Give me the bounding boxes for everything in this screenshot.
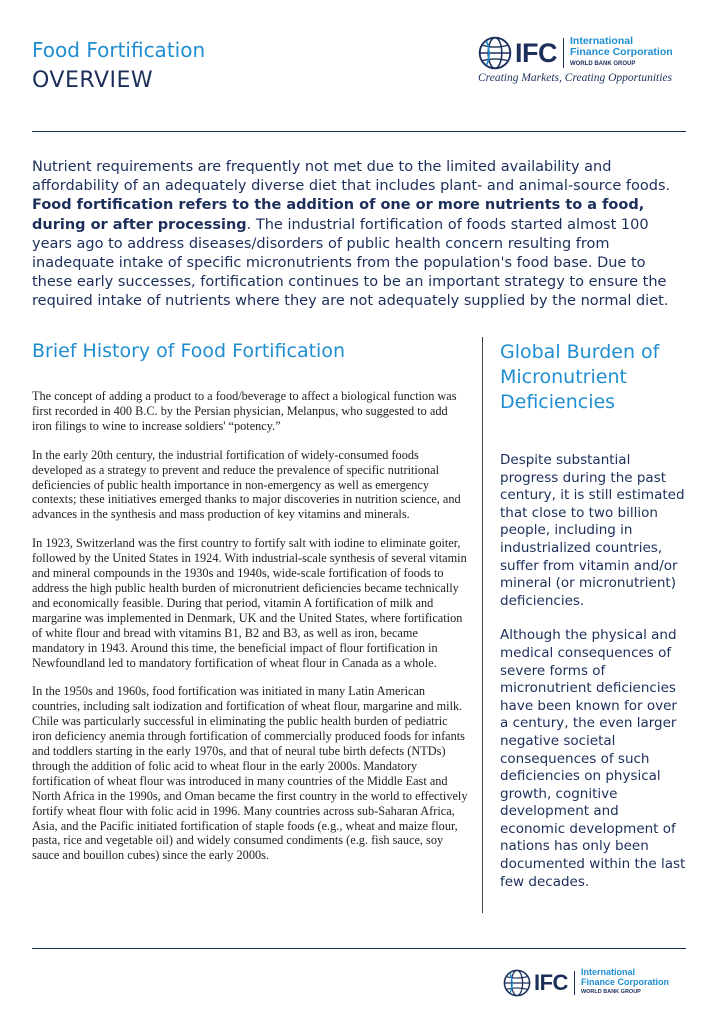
intro-definition: Food fortification refers to the addition of one or more nutrients to a food, during or after processing [32,197,645,233]
ifc-wordmark: IFC [534,969,568,995]
ifc-wordmark: IFC [515,37,557,68]
globe-icon [503,969,531,997]
burden-paragraph: Although the physical and medical consequences of severe forms of micronutrient deficiencies have been known for over a century, the even larger negative societal consequences of such deficiencies on physical growth, cognitive development and economic development of nations has only been documented within the last few decades. [500,627,686,890]
history-paragraph: The concept of adding a product to a food/beverage to affect a biological function was first recorded in 400 B.C. by the Persian physician, Melanpus, who suggested to add iron filings to wine to increase soldiers' “potency.” [32,389,457,433]
doc-subtitle: Food Fortification [32,38,206,62]
logo-divider [574,971,575,995]
logo-divider [563,38,564,68]
intro-paragraph [32,158,682,312]
org-name [570,36,673,70]
logo-tagline: Creating Markets, Creating Opportunities [478,72,673,84]
history-paragraph: In 1923, Switzerland was the first country to fortify salt with iodine to eliminate goiter, followed by the United States in 1924. With industrial-scale synthesis of several vitamin and mineral compounds in the 1930s and 1940s, wide-scale fortification of foods to address the high public health burden of micronutrient deficiencies became technically and economically feasible. During that period, vitamin A fortification of milk and margarine was implemented in Denmark, UK and the United States, where fortification of white flour and bread with vitamins B1, B2 and B3, as well as iron, became mandatory in 1943. Around this time, the beneficial impact of flour fortification in Newfoundland led to mandatory fortification of wheat flour in Canada as a whole. [32,536,467,670]
ifc-logo-footer [503,968,683,1022]
group-name: WORLD BANK GROUP [570,61,636,67]
org-line-2: Finance Corporation [570,46,673,58]
column-divider [482,337,483,913]
ifc-logo [478,36,683,90]
burden-heading: Global Burden of Micronutrient Deficiencies [500,341,660,413]
history-heading: Brief History of Food Fortification [32,340,345,362]
burden-section [500,452,686,908]
doc-title: OVERVIEW [32,68,154,93]
history-paragraph: In the early 20th century, the industrial fortification of widely-consumed foods developed as a strategy to prevent and reduce the prevalence of specific nutritional deficiencies of public health importance in non-emergency as well as emergency contexts; these initiatives emerged thanks to major discoveries in nutrition science, and advances in the synthesis and mass production of key vitamins and minerals. [32,447,461,522]
burden-paragraph: Despite substantial progress during the past century, it is still estimated that close to two billion people, including in industrialized countries, suffer from vitamin and/or mineral (or micronutrient) deficiencies. [500,452,685,609]
org-line-1: International [570,35,634,47]
intro-text-end: . The industrial fortification of foods started almost 100 years ago to address diseases/disorders of public health concern resulting from inadequate intake of specific micronutrients from the population's food base. Due to these early successes, fortification continues to be an important strategy to ensure the required intake of nutrients where they are not adequately supplied by the normal diet. [32,216,669,310]
org-line-1: International [580,967,635,977]
org-line-2: Finance Corporation [580,976,669,987]
org-name [581,968,669,998]
footer-rule [32,948,686,949]
history-section [32,389,468,877]
intro-text-start: Nutrient requirements are frequently not met due to the limited availability and affordability of an adequately diverse diet that includes plant- and animal-source foods. [32,159,671,195]
globe-icon [478,36,512,70]
header-rule [32,131,686,132]
history-paragraph: In the 1950s and 1960s, food fortification was initiated in many Latin American countries, including salt iodization and fortification of wheat flour, margarine and milk. Chile was particularly successful in eliminating the public health burden of pediatric iron deficiency anemia through fortification of commercially produced foods for infants and toddlers starting in the early 1970s, and that of neural tube birth defects (NTDs) through the addition of folic acid to wheat flour in the early 2000s. Mandatory fortification of wheat flour was introduced in many countries of the Middle East and North Africa in the 1990s, and Oman became the first country in the world to effectively fortify wheat flour with folic acid in 1996. Many countries across sub-Saharan Africa, Asia, and the Pacific initiated fortification of staple foods (e.g., wheat and maize flour, pasta, rice and vegetable oil) and widely consumed condiments (e.g. fish sauce, soy sauce and bouillon cubes) since the early 2000s. [32,684,468,863]
group-name: WORLD BANK GROUP [580,989,641,995]
